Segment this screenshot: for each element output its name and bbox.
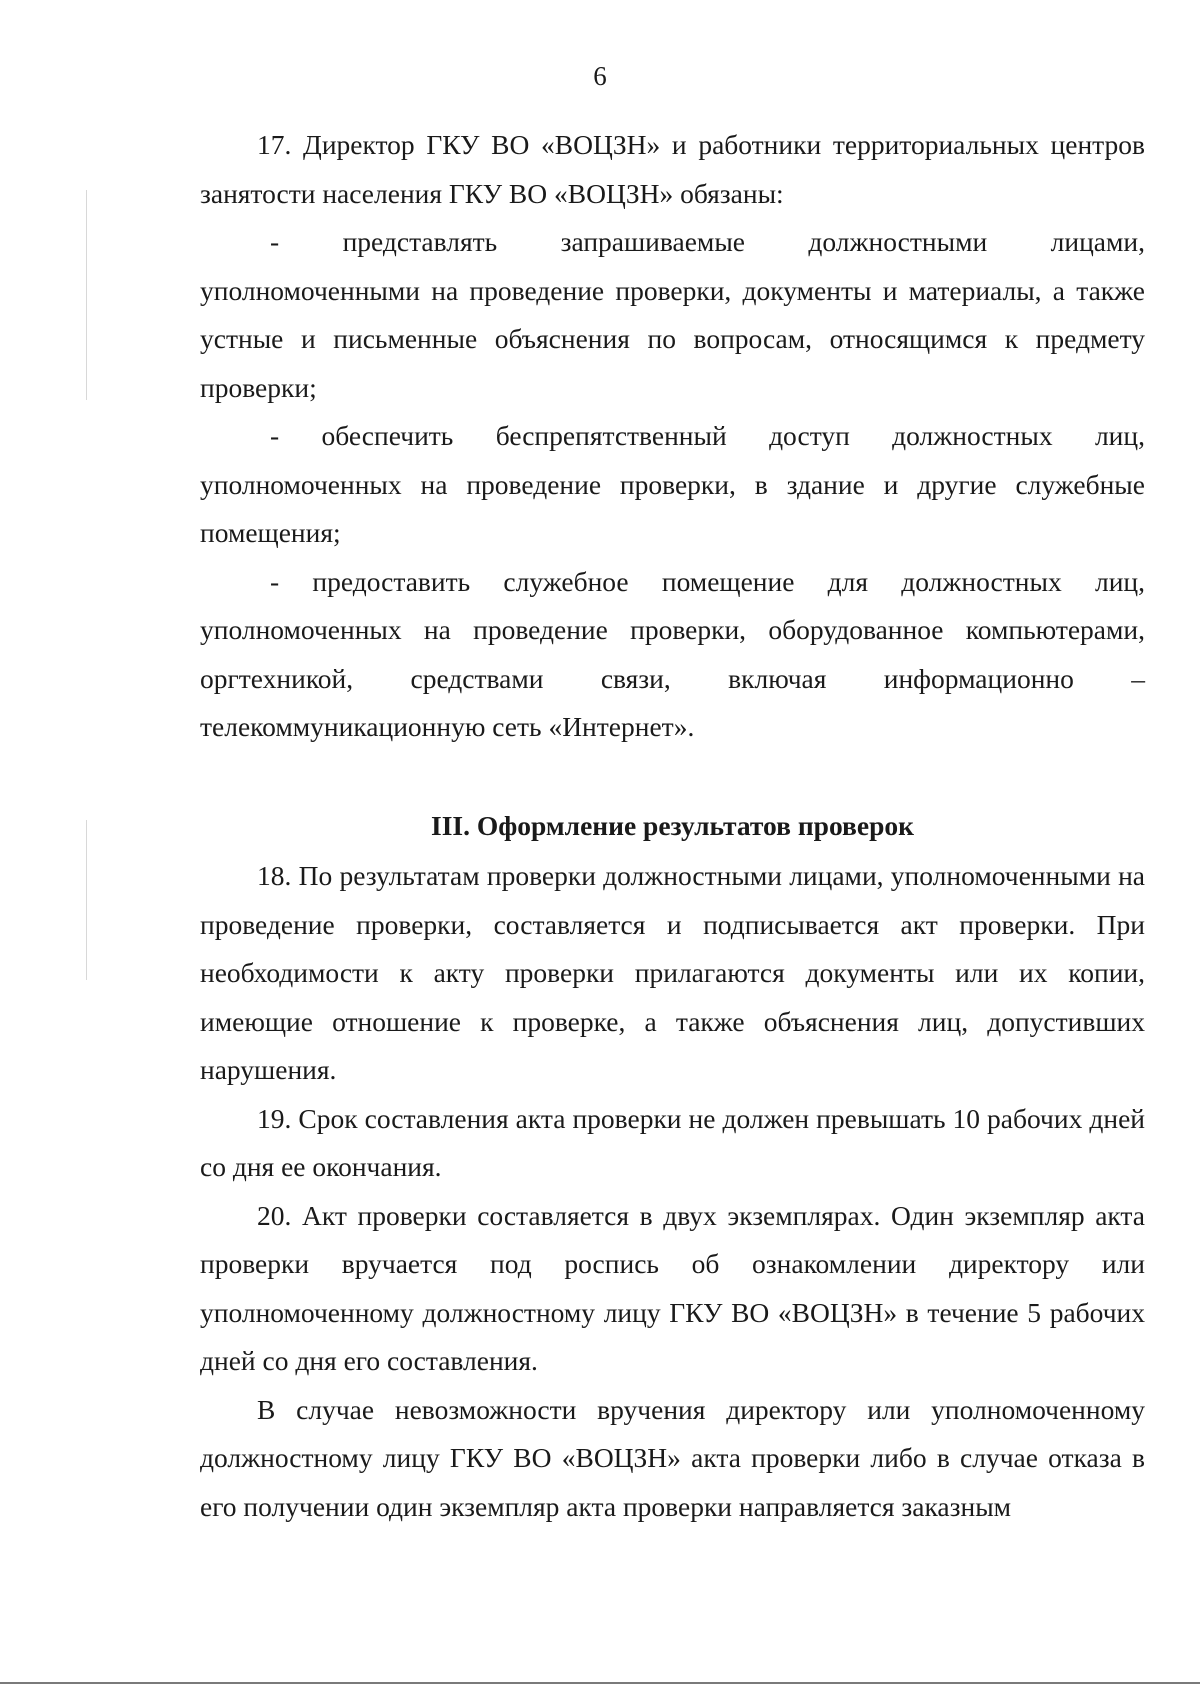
section-heading: III. Оформление результатов проверок	[431, 809, 914, 841]
scan-margin-mark	[86, 190, 87, 400]
paragraph-20: 20. Акт проверки составляется в двух экземплярах. Один экземпляр акта проверки вручается под роспись об ознакомлении директору или уполномоченному должностному лицу ГКУ ВО «ВОЦЗН» в течение 5 рабочих дней со дня его составления.	[200, 1199, 1145, 1376]
list-item-provide-premises: - предоставить служебное помещение для должностных лиц, уполномоченных на проведение проверки, оборудованное компьютерами, оргтехникой, средствами связи, включая информационно – телекоммуникационную сеть «Интернет».	[200, 565, 1145, 742]
page-number: 6	[593, 61, 607, 91]
document-body	[200, 121, 1145, 1531]
paragraph-19: 19. Срок составления акта проверки не должен превышать 10 рабочих дней со дня ее окончания.	[200, 1102, 1145, 1182]
paragraph-20-continued: В случае невозможности вручения директору или уполномоченному должностному лицу ГКУ ВО «ВОЦЗН» акта проверки либо в случае отказа в его получении один экземпляр акта проверки направляется заказным	[200, 1393, 1145, 1522]
list-item-ensure-access: - обеспечить беспрепятственный доступ должностных лиц, уполномоченных на проведение проверки, в здание и другие служебные помещения;	[200, 420, 1145, 548]
paragraph-17-intro: 17. Директор ГКУ ВО «ВОЦЗН» и работники территориальных центров занятости населения ГКУ ВО «ВОЦЗН» обязаны:	[200, 129, 1145, 209]
list-item-provide-documents: - представлять запрашиваемые должностными лицами, уполномоченными на проведение проверки, документы и материалы, а также устные и письменные объяснения по вопросам, относящимся к предмету проверки;	[200, 226, 1145, 403]
paragraph-18: 18. По результатам проверки должностными лицами, уполномоченными на проведение проверки, составляется и подписывается акт проверки. При необходимости к акту проверки прилагаются документы или их копии, имеющие отношение к проверке, а также объяснения лиц, допустивших нарушения.	[200, 860, 1145, 1085]
scan-bottom-edge	[0, 1682, 1200, 1684]
scan-margin-mark	[86, 820, 87, 980]
